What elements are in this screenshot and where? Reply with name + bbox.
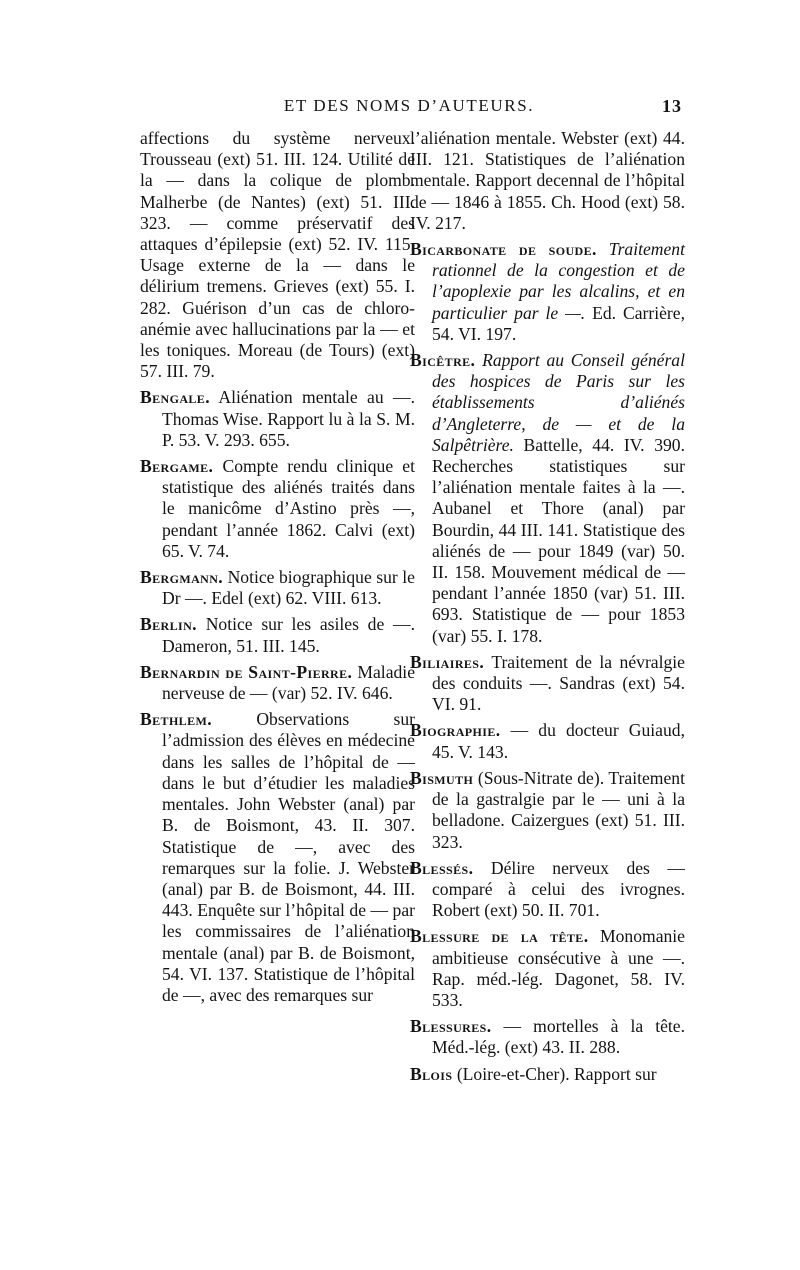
index-entry [410, 858, 685, 922]
entry-text: Maladie nerveuse de — (var) 52. IV. 646. [162, 661, 416, 704]
page-header [136, 96, 682, 120]
right-column [410, 128, 685, 1090]
entry-text: Compte rendu clinique et statistique des aliénés traités dans le manicôme d’Astino près —, pendant l’année 1862. Calvi (ext) 65. V. 74. [162, 456, 415, 561]
entry-text: — du docteur Guiaud, 45. V. 143. [432, 720, 685, 762]
index-entry [410, 350, 685, 647]
entry-text: (Loire-et-Cher). Rapport sur [456, 1063, 657, 1084]
index-entry [140, 128, 415, 382]
entry-headword: Bengale. [140, 387, 211, 408]
entry-headword: Bethlem. [140, 709, 213, 730]
entry-headword: Bergmann. [140, 567, 224, 588]
entry-headword: Biographie. [410, 720, 501, 741]
index-entry [410, 652, 685, 716]
entry-headword: Bicarbonate de soude. [410, 239, 597, 260]
entry-text: Notice biographique sur le Dr —. Edel (ext) 62. VIII. 613. [162, 567, 415, 609]
entry-text: Monomanie ambitieuse consécutive à une —. Rap. méd.-lég. Dagonet, 58. IV. 533. [432, 926, 685, 1010]
entry-text: Ed. Carrière, 54. VI. 197. [432, 302, 685, 344]
entry-italic-title: Rapport au Conseil général des hospices de Paris sur les établissements d’aliénés d’Angleterre, de — et de la Salpêtrière. [432, 350, 685, 455]
index-entry [410, 1016, 685, 1058]
entry-headword: Biliaires. [410, 651, 485, 672]
entry-text: Notice sur les asiles de —. Dameron, 51. III. 145. [162, 614, 415, 656]
index-entry [410, 720, 685, 762]
entry-text: Battelle, 44. IV. 390. Recherches statistiques sur l’aliénation mentale faites à la —. Aubanel et Thore (anal) par Bourdin, 44 III. 141. Statistique des aliénés de — pour 1849 (var) 50. II. 158. Mouvement médical de — pendant l’année 1850 (var) 51. III. 693. Statistique de — pour 1853 (var) 55. I. 178. [432, 434, 685, 646]
entry-text: l’aliénation mentale. Webster (ext) 44. III. 121. Statistiques de l’aliénation mentale. Rapport decennal de l’hôpital de — 1846 à 1855. Ch. Hood (ext) 58. IV. 217. [410, 128, 685, 233]
index-entry [140, 614, 415, 656]
index-entry [140, 709, 415, 1006]
index-entry [410, 768, 685, 853]
index-entry [140, 567, 415, 609]
entry-text: Traitement de la névralgie des conduits —. Sandras (ext) 54. VI. 91. [432, 651, 685, 715]
index-entry [140, 456, 415, 562]
index-entry [410, 1064, 685, 1085]
index-entry [410, 239, 685, 345]
index-entry [410, 926, 685, 1011]
entry-text: Délire nerveux des — comparé à celui des ivrognes. Robert (ext) 50. II. 701. [432, 857, 685, 921]
entry-text: Aliénation mentale au —. Thomas Wise. Rapport lu à la S. M. P. 53. V. 293. 655. [162, 387, 415, 450]
index-entry [140, 662, 415, 704]
entry-text: Observations sur l’admission des élèves en médecine dans les salles de l’hôpital de — dans le but d’étudier les maladies mentales. John Webster (anal) par B. de Boismont, 43. II. 307. Statistique de —, avec des remarques sur la folie. J. Webster (anal) par B. de Boismont, 44. III. 443. Enquête sur l’hôpital de — par les commissaires de l’aliénation mentale (anal) par B. de Boismont, 54. VI. 137. Statistique de l’hôpital de —, avec des remarques sur [162, 709, 415, 1005]
page-number: 13 [662, 96, 682, 116]
entry-headword: Bergame. [140, 456, 214, 477]
entry-headword: Berlin. [140, 614, 197, 635]
entry-headword: Bismuth [410, 767, 474, 788]
entry-headword: Bernardin de Saint-Pierre. [140, 661, 353, 682]
index-entry [140, 387, 415, 451]
entry-headword: Blessure de la tête. [410, 926, 589, 947]
entry-headword: Bicêtre. [410, 350, 476, 371]
index-entry [410, 128, 685, 234]
entry-headword: Blessés. [410, 857, 474, 878]
left-column [140, 128, 415, 1011]
entry-text: affections du système nerveux. Trousseau (ext) 51. III. 124. Utilité de la — dans la colique de plomb. Malherbe (de Nantes) (ext) 51. III. 323. — comme préservatif des attaques d’épilepsie (ext) 52. IV. 115. Usage externe de la — dans le délirium tremens. Grieves (ext) 55. I. 282. Guérison d’un cas de chloro-anémie avec hallucinations par la — et les toniques. Moreau (de Tours) (ext) 57. III. 79. [140, 128, 415, 382]
entry-italic-title: Traitement rationnel de la congestion et de l’apoplexie par les alcalins, et en particulier par le —. [432, 239, 685, 323]
running-title: ET DES NOMS D’AUTEURS. [283, 96, 535, 115]
entry-headword: Blois [410, 1063, 453, 1084]
entry-text: — mortelles à la tête. Méd.-lég. (ext) 43. II. 288. [432, 1016, 685, 1058]
entry-text: (Sous-Nitrate de). Traitement de la gastralgie par le — uni à la belladone. Caizergues (ext) 51. III. 323. [432, 767, 685, 852]
entry-headword: Blessures. [410, 1016, 492, 1037]
